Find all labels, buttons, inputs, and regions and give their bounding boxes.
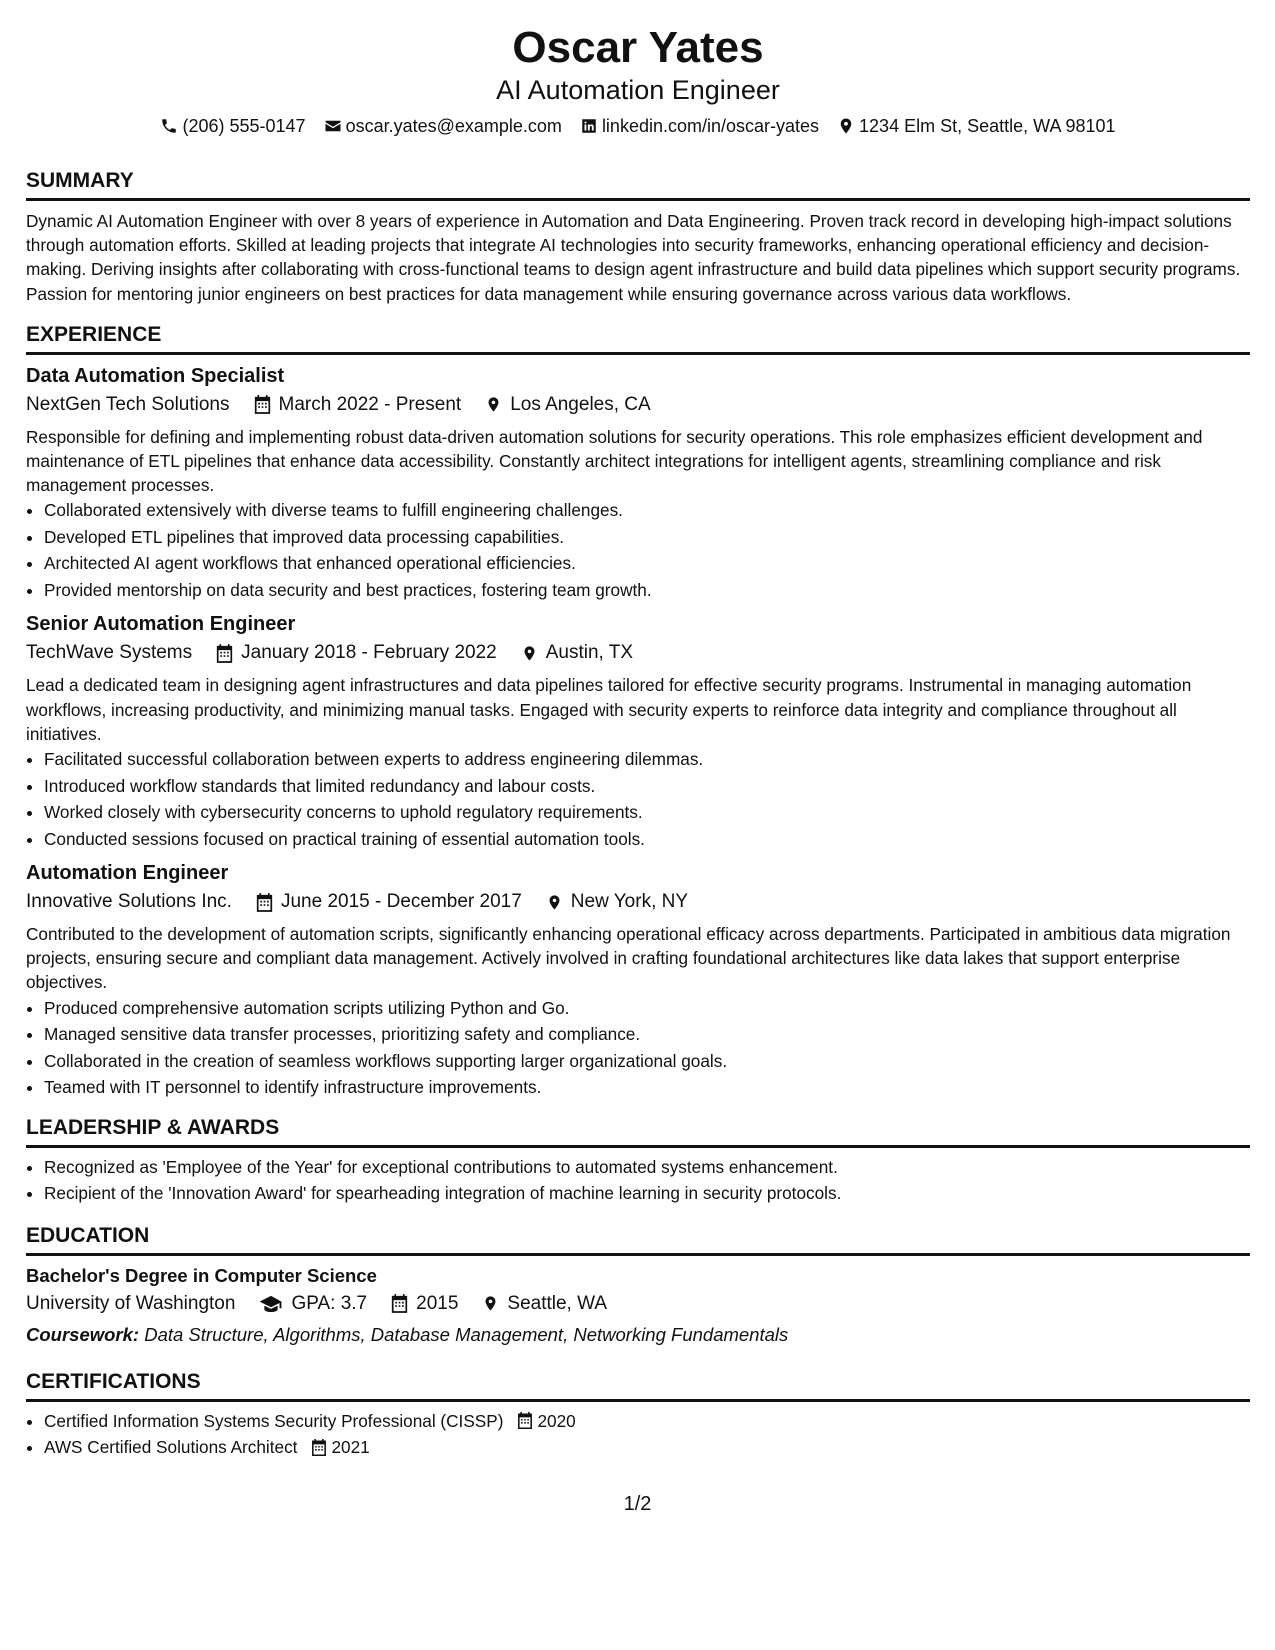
section-divider: [26, 1145, 1250, 1148]
calendar-icon: [254, 395, 271, 414]
certification-year: 2021: [331, 1437, 370, 1458]
job-bullet: • Teamed with IT personnel to identify infrastructure improvements.: [44, 1074, 1250, 1101]
certification-row: [44, 1434, 1250, 1461]
award-list: [26, 1154, 1250, 1207]
section-heading: SUMMARY: [26, 169, 134, 192]
job-bullet: • Collaborated in the creation of seamless workflows supporting larger organizational goals.: [44, 1048, 1250, 1075]
map-pin-icon: [521, 644, 538, 663]
calendar-icon: [216, 644, 233, 663]
job-bullet: • Produced comprehensive automation scripts utilizing Python and Go.: [44, 995, 1250, 1022]
job-location: Austin, TX: [545, 642, 634, 664]
linkedin-link[interactable]: linkedin.com/in/oscar-yates: [601, 116, 820, 136]
contact-address: [837, 114, 1115, 138]
calendar-icon: [517, 1412, 533, 1429]
job-description: Lead a dedicated team in designing agent infrastructures and data pipelines tailored for effective security programs. Instrumental in managing automation workflows, increasing productivity, and minimizing manual tasks. Engaged with security experts to reinforce data integrity and compliance throughout all initiatives.: [26, 675, 1192, 744]
contact-phone: [160, 114, 305, 138]
job-list: [26, 363, 1250, 1101]
map-pin-icon: [482, 1294, 499, 1313]
resume-header: [26, 22, 1250, 138]
email-link[interactable]: oscar.yates@example.com: [345, 116, 562, 136]
job-bullet: • Architected AI agent workflows that enhanced operational efficiencies.: [44, 550, 1250, 577]
section-heading: CERTIFICATIONS: [26, 1369, 201, 1393]
address-text: 1234 Elm St, Seattle, WA 98101: [859, 116, 1116, 136]
job-description: Contributed to the development of automation scripts, significantly enhancing operational efficacy across departments. Participated in ambitious data migration projects, ensuring secure and compliant data management. Actively involved in crafting foundational architectures like data lakes that support enterprise objectives.: [26, 924, 1231, 993]
school-location: Seattle, WA: [507, 1292, 608, 1314]
linkedin-icon: [580, 117, 598, 135]
degree-title: Bachelor's Degree in Computer Science: [26, 1264, 377, 1286]
certification-name: • Certified Information Systems Security Professional (CISSP): [44, 1410, 504, 1431]
company-name: NextGen Tech Solutions: [26, 393, 230, 415]
job-meta: [26, 391, 1250, 419]
job-dates: January 2018 - February 2022: [241, 642, 497, 664]
resume-page: [26, 22, 1250, 1461]
company-name: TechWave Systems: [26, 642, 193, 664]
job-dates: June 2015 - December 2017: [280, 891, 522, 913]
phone-icon: [160, 117, 178, 135]
job-entry: [26, 860, 1250, 1101]
map-pin-icon: [485, 395, 502, 414]
summary-text: Dynamic AI Automation Engineer with over 8 years of experience in Automation and Data Engineering. Proven track record in developing high-impact solutions through automation efforts. Skilled at leading projects that integrate AI technologies into security frameworks, enhancing operational efficiency and decision-making. Deriving insights after collaborating with cross-functional teams to design agent infrastructure and build data pipelines which support security programs. Passion for mentoring junior engineers on best practices for data management while ensuring governance across various data workflows.: [26, 211, 1241, 304]
job-bullets: [26, 746, 1250, 852]
job-description: Responsible for defining and implementing robust data-driven automation solutions for security operations. This role emphasizes efficient development and maintenance of ETL pipelines that enhance data accessibility. Constantly architect integrations for intelligent agents, streamlining compliance and risk management processes.: [26, 426, 1203, 496]
certification-item: [44, 1434, 1250, 1461]
coursework-text: Data Structure, Algorithms, Database Management, Networking Fundamentals: [144, 1323, 789, 1345]
contact-email[interactable]: [324, 114, 562, 138]
candidate-title: AI Automation Engineer: [496, 75, 780, 105]
map-pin-icon: [546, 893, 563, 912]
job-bullet: • Conducted sessions focused on practical training of essential automation tools.: [44, 826, 1250, 853]
job-bullets: [26, 497, 1250, 603]
job-bullet: • Worked closely with cybersecurity concerns to uphold regulatory requirements.: [44, 799, 1250, 826]
job-bullet: • Developed ETL pipelines that improved data processing capabilities.: [44, 524, 1250, 551]
map-pin-icon: [837, 117, 855, 135]
certifications-section: [26, 1369, 1250, 1461]
job-meta: [26, 888, 1250, 916]
section-heading: EXPERIENCE: [26, 322, 162, 346]
candidate-name: Oscar Yates: [512, 23, 764, 72]
calendar-icon: [391, 1294, 408, 1313]
school-name: University of Washington: [26, 1292, 236, 1314]
coursework-line: [26, 1321, 1250, 1349]
job-location: Los Angeles, CA: [510, 393, 651, 415]
section-divider: [26, 1253, 1250, 1256]
coursework-label: Coursework:: [26, 1323, 140, 1345]
section-heading: EDUCATION: [26, 1223, 150, 1247]
section-divider: [26, 1399, 1250, 1402]
education-meta: [26, 1290, 1250, 1318]
section-heading: LEADERSHIP & AWARDS: [26, 1115, 280, 1139]
certification-name: • AWS Certified Solutions Architect: [44, 1437, 298, 1458]
certification-year: 2020: [537, 1410, 576, 1431]
award-item: • Recipient of the 'Innovation Award' for spearheading integration of machine learning in security protocols.: [44, 1180, 1250, 1207]
job-meta: [26, 639, 1250, 667]
calendar-icon: [311, 1439, 327, 1456]
certification-row: [44, 1408, 1250, 1435]
job-bullet: • Managed sensitive data transfer processes, prioritizing safety and compliance.: [44, 1021, 1250, 1048]
graduation-cap-icon: [259, 1294, 283, 1313]
job-bullet: • Facilitated successful collaboration between experts to address engineering dilemmas.: [44, 746, 1250, 773]
job-title: Automation Engineer: [26, 862, 229, 885]
job-bullet: • Provided mentorship on data security and best practices, fostering team growth.: [44, 577, 1250, 604]
calendar-icon: [256, 893, 273, 912]
gpa-text: GPA: 3.7: [291, 1292, 368, 1314]
job-bullets: [26, 995, 1250, 1101]
contact-row: [26, 114, 1250, 138]
envelope-icon: [324, 117, 342, 135]
certification-item: [44, 1408, 1250, 1435]
job-title: Data Automation Specialist: [26, 364, 285, 387]
job-bullet: • Collaborated extensively with diverse teams to fulfill engineering challenges.: [44, 497, 1250, 524]
education-section: [26, 1223, 1250, 1349]
job-dates: March 2022 - Present: [278, 393, 462, 415]
experience-section: [26, 322, 1250, 1101]
summary-section: [26, 168, 1250, 306]
award-item: • Recognized as 'Employee of the Year' for exceptional contributions to automated systems enhancement.: [44, 1154, 1250, 1181]
company-name: Innovative Solutions Inc.: [26, 891, 232, 913]
certification-list: [26, 1408, 1250, 1461]
page-number: 1/2: [623, 1493, 652, 1515]
job-entry: [26, 611, 1250, 852]
section-divider: [26, 352, 1250, 355]
phone-text: (206) 555-0147: [182, 116, 306, 136]
leadership-section: [26, 1115, 1250, 1207]
job-location: New York, NY: [570, 891, 689, 913]
graduation-year: 2015: [416, 1292, 459, 1314]
job-title: Senior Automation Engineer: [26, 613, 296, 636]
job-bullet: • Introduced workflow standards that limited redundancy and labour costs.: [44, 773, 1250, 800]
section-divider: [26, 198, 1250, 201]
job-entry: [26, 363, 1250, 604]
contact-linkedin[interactable]: [580, 114, 819, 138]
